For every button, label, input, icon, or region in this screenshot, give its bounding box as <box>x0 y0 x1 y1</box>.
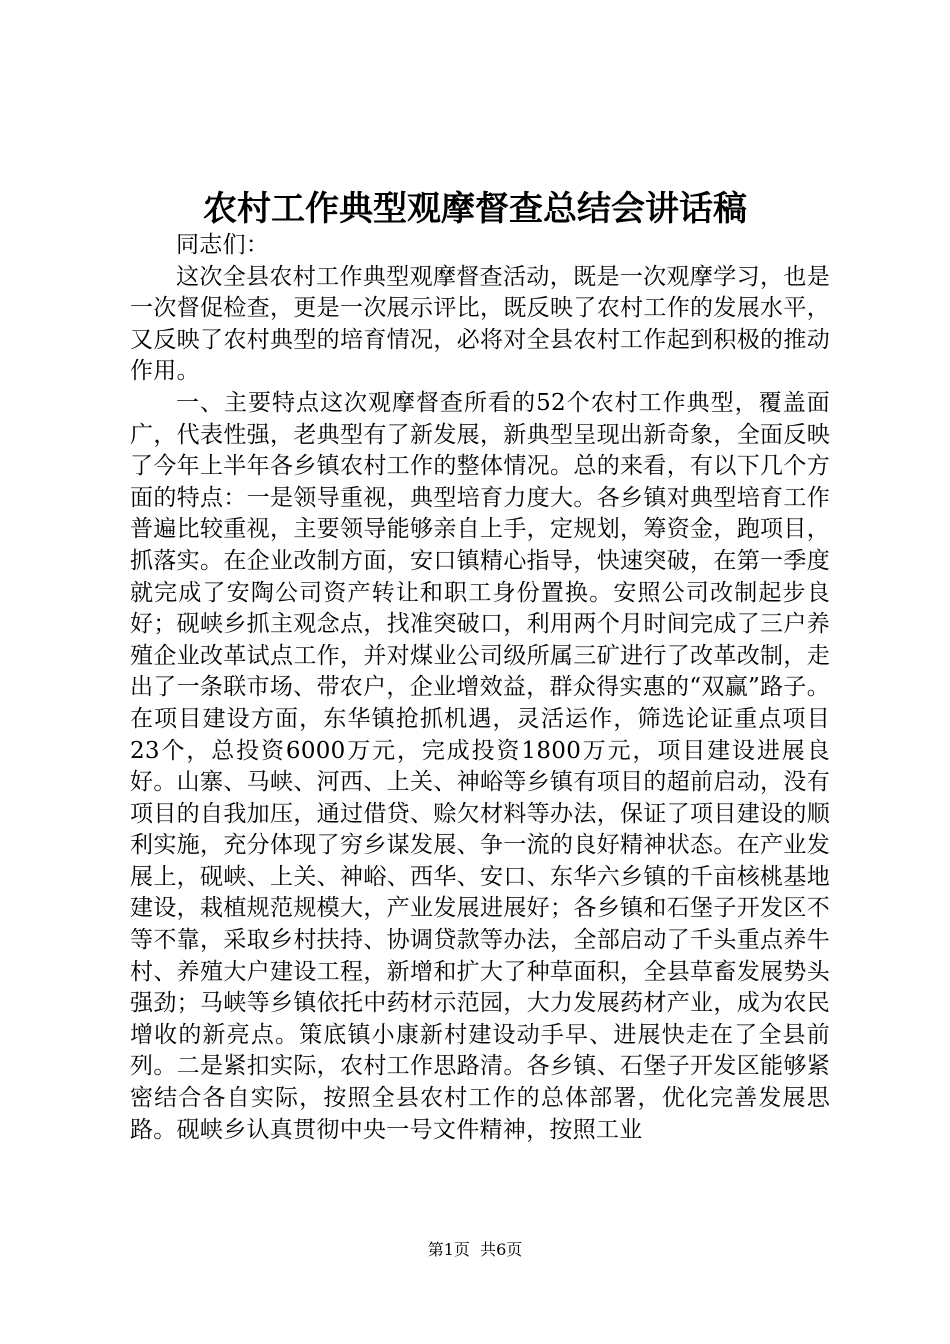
page-footer <box>0 1238 950 1262</box>
intro-paragraph: 这次全县农村工作典型观摩督查活动，既是一次观摩学习，也是一次督促检查，更是一次展示评比，既反映了农村工作的发展水平，又反映了农村典型的培育情况，必将对全县农村工作起到积极的推动作用。 <box>130 263 830 385</box>
document-body <box>130 230 830 1146</box>
salutation-paragraph: 同志们： <box>176 232 270 258</box>
document-title: 农村工作典型观摩督查总结会讲话稿 <box>203 189 747 229</box>
main-features-paragraph: 一、主要特点这次观摩督查所看的52个农村工作典型，覆盖面广，代表性强，老典型有了新发展，新典型呈现出新奇象，全面反映了今年上半年各乡镇农村工作的整体情况。总的来看，有以下几个方面的特点：一是领导重视，典型培育力度大。各乡镇对典型培育工作普遍比较重视，主要领导能够亲自上手，定规划，筹资金，跑项目，抓落实。在企业改制方面，安口镇精心指导，快速突破，在第一季度就完成了安陶公司资产转让和职工身份置换。安照公司改制起步良好；砚峡乡抓主观念点，找准突破口，利用两个月时间完成了三户养殖企业改革试点工作，并对煤业公司级所属三矿进行了改革改制，走出了一条联市场、带农户，企业增效益，群众得实惠的“双赢”路子。在项目建设方面，东华镇抢抓机遇，灵活运作，筛选论证重点项目23个，总投资6000万元，完成投资1800万元，项目建设进展良好。山寨、马峡、河西、上关、神峪等乡镇有项目的超前启动，没有项目的自我加压，通过借贷、赊欠材料等办法，保证了项目建设的顺利实施，充分体现了穷乡谋发展、争一流的良好精神状态。在产业发展上，砚峡、上关、神峪、西华、安口、东华六乡镇的千亩核桃基地建设，栽植规范规模大，产业发展进展好；各乡镇和石堡子开发区不等不靠，采取乡村扶持、协调贷款等办法，全部启动了千头重点养牛村、养殖大户建设工程，新增和扩大了种草面积，全县草畜发展势头强劲；马峡等乡镇依托中药材示范园，大力发展药材产业，成为农民增收的新亮点。策底镇小康新村建设动手早、进展快走在了全县前列。二是紧扣实际，农村工作思路清。各乡镇、石堡子开发区能够紧密结合各自实际，按照全县农村工作的总体部署，优化完善发展思路。砚峡乡认真贯彻中央一号文件精神，按照工业 <box>130 389 830 1143</box>
page-total: 共6页 <box>480 1240 523 1259</box>
page-number: 第1页 <box>427 1240 470 1259</box>
